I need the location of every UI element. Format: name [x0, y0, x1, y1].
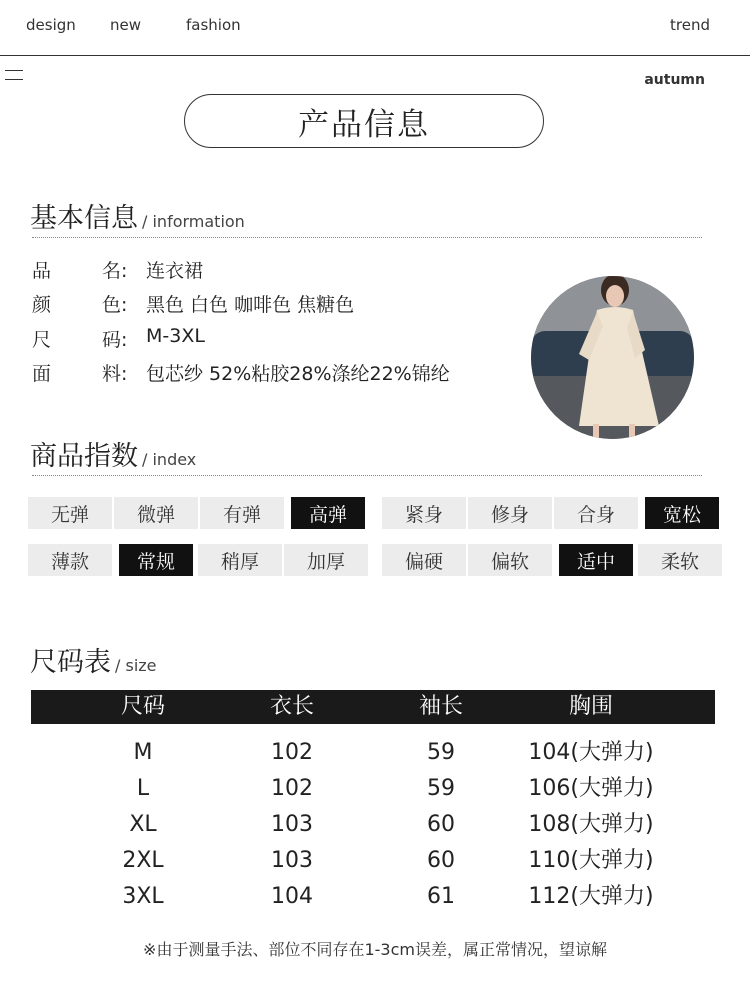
- size-subtitle: / size: [115, 656, 157, 675]
- table-row: [31, 735, 715, 771]
- cell-length: 104: [271, 884, 313, 909]
- table-row: [31, 771, 715, 807]
- index-heading: [30, 434, 196, 473]
- tag-option: 薄款: [28, 544, 112, 576]
- table-row: [31, 843, 715, 879]
- cell-bust: 104(大弹力): [528, 740, 654, 765]
- cell-sleeve: 59: [427, 740, 455, 765]
- nav-new: new: [110, 16, 142, 34]
- basic-info-heading: [30, 196, 245, 235]
- header-length: 衣长: [269, 694, 314, 719]
- elasticity-scale: [28, 497, 370, 529]
- fit-scale: [382, 497, 724, 529]
- info-label-char2: 名:: [102, 260, 128, 282]
- product-photo: [531, 276, 694, 439]
- tag-option: 无弹: [28, 497, 112, 529]
- thickness-scale: [28, 544, 368, 576]
- tag-option: 偏硬: [382, 544, 466, 576]
- size-title: 尺码表: [30, 647, 111, 678]
- info-label-char1: 颜: [32, 294, 52, 316]
- cell-length: 103: [271, 848, 313, 873]
- tag-option: 紧身: [382, 497, 466, 529]
- tag-option-selected: 常规: [119, 544, 193, 576]
- cell-size: 2XL: [122, 848, 164, 873]
- size-table-header: [31, 690, 715, 724]
- cell-sleeve: 60: [427, 812, 455, 837]
- product-info-title: 产品信息: [184, 94, 544, 148]
- size-heading: [30, 640, 157, 679]
- tag-option: 微弹: [114, 497, 198, 529]
- info-value: 黑色 白色 咖啡色 焦糖色: [146, 294, 355, 316]
- info-label-char2: 码:: [102, 329, 128, 351]
- measurement-note: ※由于测量手法、部位不同存在1-3cm误差，属正常情况，望谅解: [143, 940, 607, 959]
- season-label: autumn: [644, 72, 705, 88]
- cell-size: L: [136, 776, 150, 801]
- cell-sleeve: 59: [427, 776, 455, 801]
- header-sleeve: 袖长: [418, 694, 463, 719]
- cell-bust: 106(大弹力): [528, 776, 654, 801]
- nav-fashion: fashion: [186, 16, 241, 34]
- info-label-char1: 尺: [32, 329, 52, 351]
- tag-option: 稍厚: [198, 544, 282, 576]
- info-label-char2: 料:: [102, 363, 128, 385]
- table-row: [31, 807, 715, 843]
- tag-option: 修身: [468, 497, 552, 529]
- basic-info-divider: [32, 237, 702, 238]
- tag-option: 合身: [554, 497, 638, 529]
- cell-length: 103: [271, 812, 313, 837]
- top-divider: [0, 55, 750, 56]
- nav-design: design: [26, 16, 76, 34]
- tag-option-selected: 适中: [559, 544, 633, 576]
- cell-size: M: [133, 740, 153, 765]
- info-value: 连衣裙: [146, 260, 204, 282]
- tag-option: 有弹: [200, 497, 284, 529]
- info-value: 包芯纱 52%粘胶28%涤纶22%锦纶: [146, 363, 450, 385]
- dress-illustration: [531, 276, 694, 439]
- basic-info-title: 基本信息: [30, 203, 138, 234]
- tag-option: 偏软: [468, 544, 552, 576]
- basic-info-subtitle: / information: [142, 212, 245, 231]
- cell-bust: 112(大弹力): [528, 884, 654, 909]
- index-subtitle: / index: [142, 450, 197, 469]
- menu-icon: [5, 70, 23, 80]
- cell-bust: 108(大弹力): [528, 812, 654, 837]
- header-size: 尺码: [120, 694, 165, 719]
- tag-option-selected: 宽松: [645, 497, 719, 529]
- info-label-char2: 色:: [102, 294, 128, 316]
- softness-scale: [382, 544, 722, 576]
- table-row: [31, 879, 715, 915]
- nav-trend: trend: [670, 16, 710, 34]
- cell-size: XL: [129, 812, 157, 837]
- cell-length: 102: [271, 776, 313, 801]
- cell-sleeve: 61: [427, 884, 455, 909]
- info-label-char1: 品: [32, 260, 52, 282]
- info-value: M-3XL: [146, 325, 205, 347]
- tag-option-selected: 高弹: [291, 497, 365, 529]
- cell-sleeve: 60: [427, 848, 455, 873]
- index-title: 商品指数: [30, 441, 138, 472]
- index-divider: [32, 475, 702, 476]
- tag-option: 加厚: [284, 544, 368, 576]
- cell-bust: 110(大弹力): [528, 848, 654, 873]
- cell-size: 3XL: [122, 884, 164, 909]
- cell-length: 102: [271, 740, 313, 765]
- header-bust: 胸围: [568, 694, 613, 719]
- info-label-char1: 面: [32, 363, 52, 385]
- tag-option: 柔软: [638, 544, 722, 576]
